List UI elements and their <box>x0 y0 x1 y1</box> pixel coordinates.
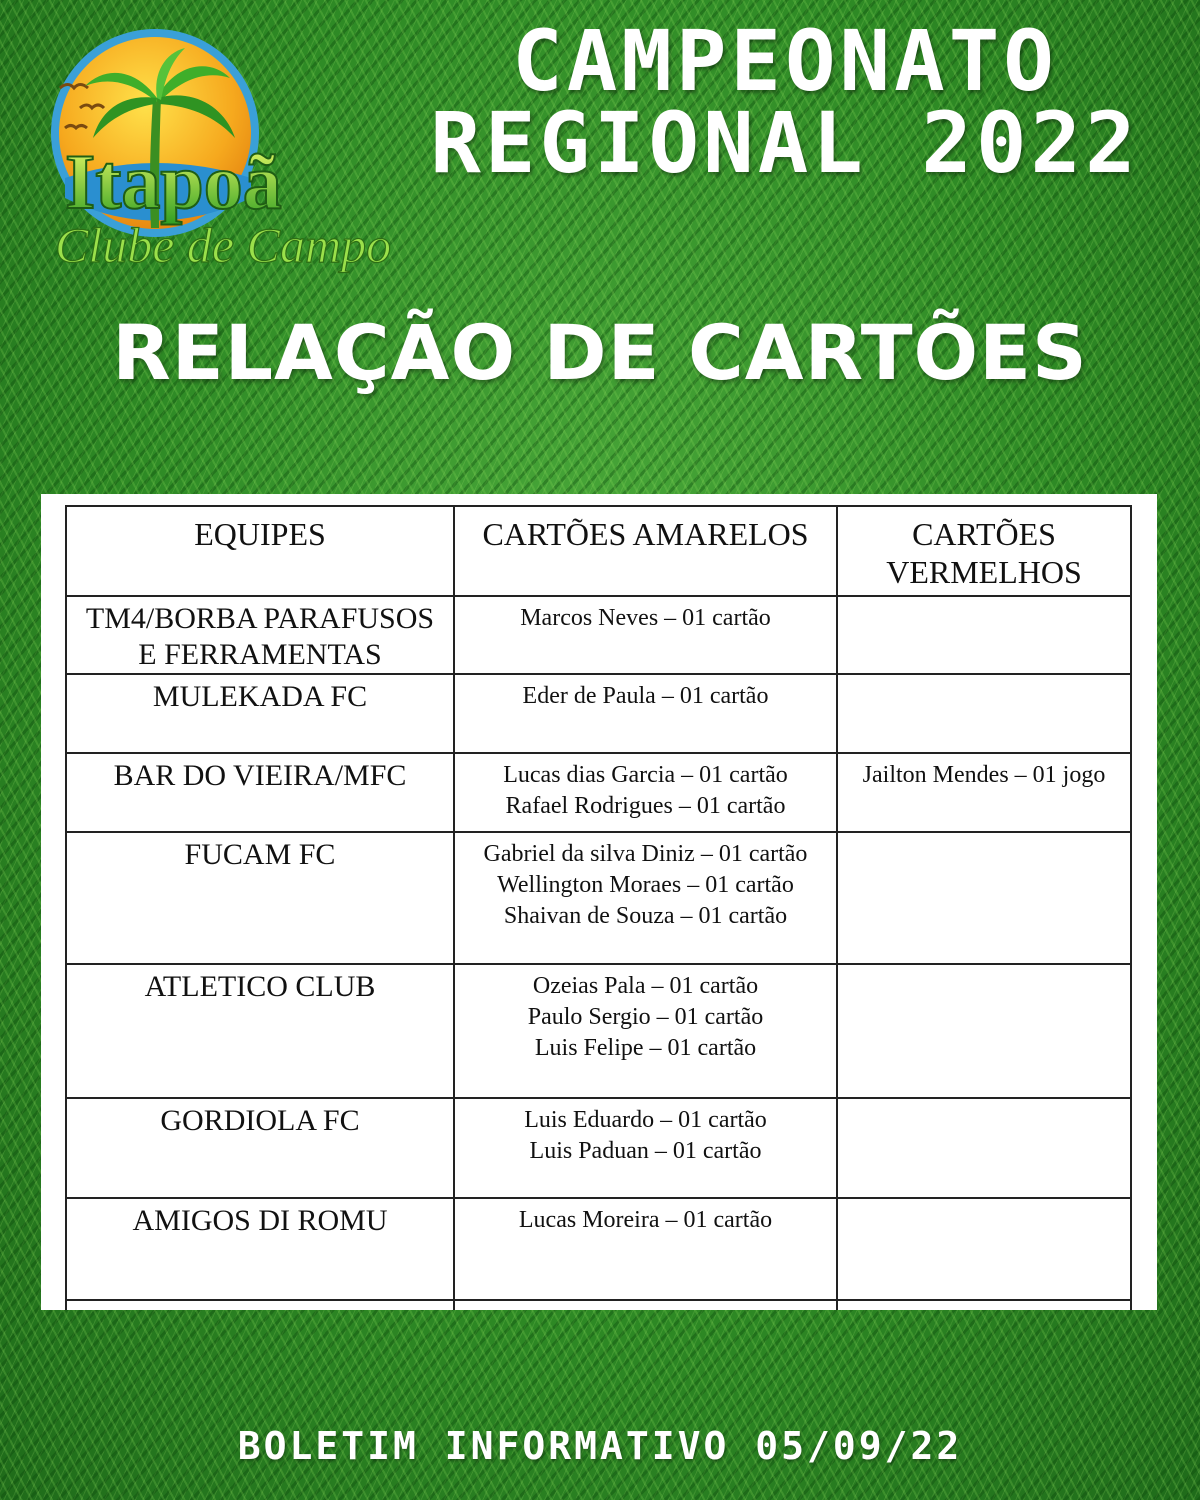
yellow-card-entry: Lucas dias Garcia – 01 cartão <box>503 762 788 788</box>
table-row <box>66 1300 1131 1310</box>
cards-table-sheet <box>41 494 1157 1310</box>
yellow-card-entry: Luis Felipe – 01 cartão <box>534 1035 757 1061</box>
team-cell <box>66 964 454 1098</box>
yellow-cards-cell <box>454 596 837 674</box>
championship-title <box>380 12 1190 192</box>
header-red-line-2: VERMELHOS <box>886 554 1082 590</box>
header-teams: EQUIPES <box>66 506 454 596</box>
team-line: BAR DO VIEIRA/MFC <box>113 759 407 792</box>
team-cell <box>66 674 454 753</box>
team-cell <box>66 596 454 674</box>
team-cell <box>66 753 454 832</box>
team-line: FUCAM FC <box>184 838 336 871</box>
red-cards-cell <box>837 596 1131 674</box>
red-cards-cell <box>837 753 1131 832</box>
table-row <box>66 674 1131 753</box>
team-cell <box>66 832 454 964</box>
yellow-card-entry: Luis Eduardo – 01 cartão <box>524 1107 767 1133</box>
yellow-cards-cell <box>454 1300 837 1310</box>
table-row <box>66 1198 1131 1300</box>
section-title: RELAÇÃO DE CARTÕES <box>112 308 1088 397</box>
table-row <box>66 596 1131 674</box>
table-row <box>66 832 1131 964</box>
title-line-2: REGIONAL 2022 <box>430 94 1140 192</box>
team-line: ATLETICO CLUB <box>144 970 376 1003</box>
table-row <box>66 964 1131 1098</box>
red-cards-cell <box>837 1198 1131 1300</box>
yellow-cards-cell <box>454 674 837 753</box>
red-cards-cell <box>837 964 1131 1098</box>
team-line: E FERRAMENTAS <box>138 638 382 671</box>
team-line: MULEKADA FC <box>152 680 368 713</box>
cards-table <box>65 505 1132 1310</box>
yellow-card-entry: Luis Paduan – 01 cartão <box>529 1138 762 1164</box>
team-line: AMIGOS DI ROMU <box>132 1204 388 1237</box>
team-line: TM4/BORBA PARAFUSOS <box>85 602 435 635</box>
logo-name: Itapoã <box>65 138 282 225</box>
red-cards-cell <box>837 1300 1131 1310</box>
yellow-card-entry: Lucas Moreira – 01 cartão <box>518 1207 773 1233</box>
yellow-cards-cell <box>454 1098 837 1198</box>
logo-subtitle: Clube de Campo <box>55 217 392 273</box>
footer-bulletin: BOLETIM INFORMATIVO 05/09/22 <box>237 1424 963 1468</box>
yellow-cards-cell <box>454 832 837 964</box>
table-row <box>66 1098 1131 1198</box>
yellow-cards-cell <box>454 964 837 1098</box>
table-row <box>66 753 1131 832</box>
yellow-card-entry: Eder de Paula – 01 cartão <box>522 683 769 709</box>
yellow-card-entry: Marcos Neves – 01 cartão <box>520 605 771 631</box>
yellow-card-entry: Rafael Rodrigues – 01 cartão <box>505 793 786 819</box>
yellow-cards-cell <box>454 1198 837 1300</box>
header-yellow-cards: CARTÕES AMARELOS <box>454 506 837 596</box>
yellow-cards-cell <box>454 753 837 832</box>
team-cell <box>66 1198 454 1300</box>
team-cell <box>66 1098 454 1198</box>
red-card-entry: Jailton Mendes – 01 jogo <box>862 762 1106 788</box>
red-cards-cell <box>837 1098 1131 1198</box>
yellow-card-entry: Paulo Sergio – 01 cartão <box>527 1004 764 1030</box>
title-line-1: CAMPEONATO <box>512 12 1058 110</box>
yellow-card-entry: Ozeias Pala – 01 cartão <box>532 973 759 999</box>
table-header-row <box>66 506 1131 596</box>
yellow-card-entry: Gabriel da silva Diniz – 01 cartão <box>483 841 808 867</box>
team-cell <box>66 1300 454 1310</box>
yellow-card-entry: Wellington Moraes – 01 cartão <box>497 872 794 898</box>
red-cards-cell <box>837 674 1131 753</box>
header-red-cards <box>837 506 1131 596</box>
yellow-card-entry: Shaivan de Souza – 01 cartão <box>503 903 788 929</box>
red-cards-cell <box>837 832 1131 964</box>
header-red-line-1: CARTÕES <box>912 516 1056 552</box>
team-line: GORDIOLA FC <box>160 1104 360 1137</box>
